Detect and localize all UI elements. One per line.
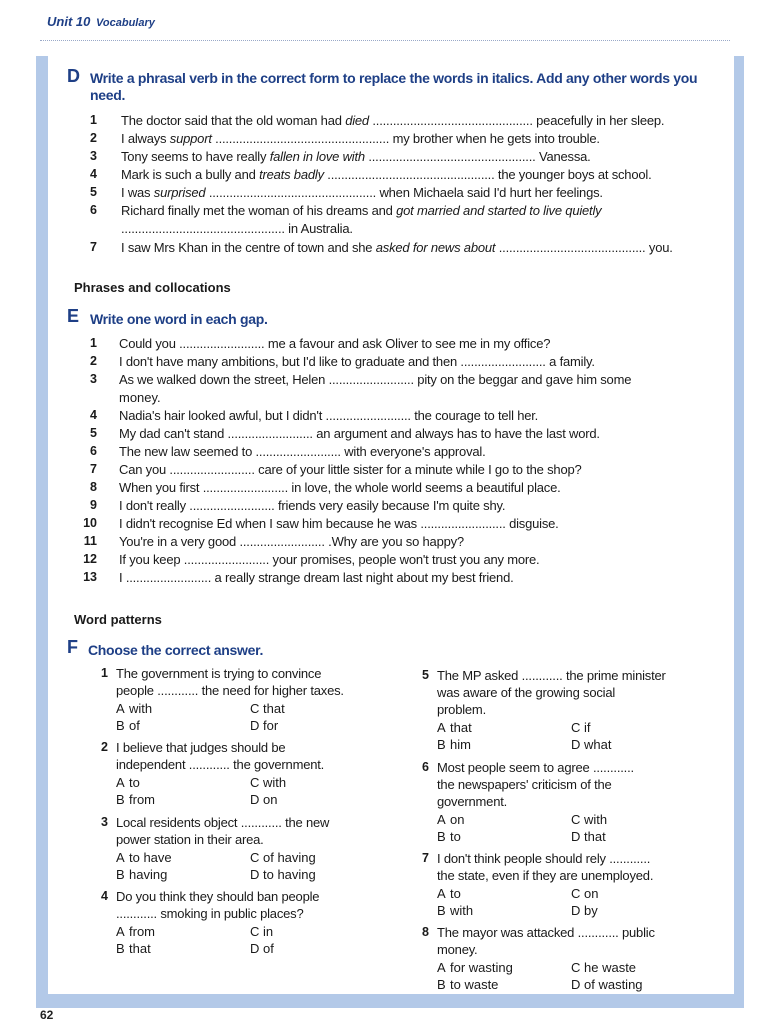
answer-option-d bbox=[571, 903, 598, 918]
option-letter: C bbox=[571, 812, 581, 827]
answer-option-d bbox=[571, 737, 611, 752]
option-text: of bbox=[263, 941, 274, 956]
item-text-end: peacefully in her sleep. bbox=[536, 113, 665, 128]
item-number: 5 bbox=[90, 426, 97, 440]
item-number: 4 bbox=[90, 167, 97, 181]
item-text-end: the younger boys at school. bbox=[497, 167, 652, 182]
item-text-start: I was bbox=[121, 185, 154, 200]
answer-gap: ........................................... bbox=[495, 240, 649, 255]
option-letter: D bbox=[250, 792, 260, 807]
page-number: 62 bbox=[40, 1008, 54, 1022]
option-text: for wasting bbox=[450, 960, 513, 975]
answer-option-b bbox=[437, 977, 498, 992]
answer-option-d bbox=[571, 977, 643, 992]
item-text: I ......................... a really strange dream last night about my best friend. bbox=[119, 570, 514, 585]
option-letter: B bbox=[437, 903, 446, 918]
answer-option-d bbox=[571, 829, 606, 844]
word-patterns-heading: Word patterns bbox=[74, 612, 162, 627]
option-letter: D bbox=[571, 829, 581, 844]
option-text: of wasting bbox=[584, 977, 643, 992]
question-number: 4 bbox=[101, 889, 108, 903]
option-letter: A bbox=[116, 850, 125, 865]
option-text: to waste bbox=[450, 977, 499, 992]
item-number: 5 bbox=[90, 185, 97, 199]
item-text: I didn't recognise Ed when I saw him because he was ......................... disguise. bbox=[119, 516, 559, 531]
option-letter: B bbox=[116, 941, 125, 956]
option-text: to having bbox=[263, 867, 316, 882]
question-text: power station in their area. bbox=[116, 832, 264, 847]
question-text: Do you think they should ban people bbox=[116, 889, 320, 904]
question-text: people ............ the need for higher taxes. bbox=[116, 683, 344, 698]
option-text: from bbox=[129, 792, 155, 807]
item-text bbox=[121, 240, 673, 255]
option-letter: C bbox=[571, 960, 581, 975]
question-text: problem. bbox=[437, 702, 486, 717]
item-text bbox=[121, 149, 591, 164]
section-f-instruction: Choose the correct answer. bbox=[88, 642, 264, 658]
item-italic-phrase: fallen in love with bbox=[269, 149, 365, 164]
question-text: The MP asked ............ the prime minister bbox=[437, 668, 666, 683]
option-text: that bbox=[450, 720, 472, 735]
question-number: 5 bbox=[422, 668, 429, 682]
item-number: 1 bbox=[90, 336, 97, 350]
item-number: 3 bbox=[90, 372, 97, 386]
option-text: by bbox=[584, 903, 598, 918]
item-text bbox=[121, 131, 600, 146]
option-text: what bbox=[584, 737, 612, 752]
item-text: I don't really ......................... friends very easily because I'm quite shy. bbox=[119, 498, 506, 513]
option-text: with bbox=[129, 701, 153, 716]
option-text: him bbox=[450, 737, 471, 752]
option-letter: A bbox=[116, 775, 125, 790]
option-text: from bbox=[129, 924, 155, 939]
question-text: The mayor was attacked ............ public bbox=[437, 925, 655, 940]
answer-option-a bbox=[437, 812, 464, 827]
option-letter: D bbox=[571, 903, 581, 918]
answer-option-b bbox=[116, 941, 151, 956]
item-text: My dad can't stand ......................... an argument and always has to have the last word. bbox=[119, 426, 600, 441]
option-text: with bbox=[584, 812, 608, 827]
item-text: You're in a very good ......................... .Why are you so happy? bbox=[119, 534, 464, 549]
question-text: money. bbox=[437, 942, 478, 957]
item-number: 6 bbox=[90, 444, 97, 458]
option-letter: D bbox=[250, 718, 260, 733]
option-text: for bbox=[263, 718, 279, 733]
item-text: As we walked down the street, Helen ......................... pity on the beggar and gave him some bbox=[119, 372, 632, 387]
answer-option-a bbox=[437, 720, 472, 735]
option-text: if bbox=[584, 720, 591, 735]
unit-title: Vocabulary bbox=[95, 17, 155, 29]
item-number: 10 bbox=[83, 516, 97, 530]
question-text: I believe that judges should be bbox=[116, 740, 286, 755]
phrases-heading: Phrases and collocations bbox=[74, 280, 231, 295]
option-letter: C bbox=[250, 701, 260, 716]
question-number: 2 bbox=[101, 740, 108, 754]
question-text: the newspapers' criticism of the bbox=[437, 777, 612, 792]
option-letter: A bbox=[116, 701, 125, 716]
option-letter: C bbox=[250, 924, 260, 939]
section-e-instruction: Write one word in each gap. bbox=[90, 311, 268, 327]
question-text: The government is trying to convince bbox=[116, 666, 322, 681]
answer-gap: ................................................. bbox=[205, 185, 380, 200]
option-letter: C bbox=[571, 720, 581, 735]
answer-option-d bbox=[250, 792, 277, 807]
item-italic-phrase: died bbox=[345, 113, 369, 128]
option-text: that bbox=[263, 701, 285, 716]
option-text: he waste bbox=[584, 960, 637, 975]
option-letter: A bbox=[437, 720, 446, 735]
item-text bbox=[121, 203, 601, 218]
item-text-end: you. bbox=[648, 240, 673, 255]
item-text: Nadia's hair looked awful, but I didn't ......................... the courage to tell her. bbox=[119, 408, 539, 423]
option-letter: C bbox=[571, 886, 581, 901]
option-letter: B bbox=[116, 718, 125, 733]
option-letter: B bbox=[116, 867, 125, 882]
option-letter: A bbox=[437, 812, 446, 827]
answer-option-b bbox=[437, 737, 471, 752]
question-number: 1 bbox=[101, 666, 108, 680]
answer-option-a bbox=[437, 886, 461, 901]
answer-option-b bbox=[116, 867, 167, 882]
option-letter: D bbox=[250, 941, 260, 956]
item-number: 3 bbox=[90, 149, 97, 163]
option-letter: B bbox=[116, 792, 125, 807]
option-text: on bbox=[450, 812, 465, 827]
unit-label: Unit 10 bbox=[47, 14, 91, 29]
answer-option-a bbox=[116, 701, 152, 716]
option-text: with bbox=[263, 775, 287, 790]
answer-option-c bbox=[571, 960, 636, 975]
header-rule bbox=[40, 40, 730, 41]
option-letter: D bbox=[250, 867, 260, 882]
item-italic-phrase: surprised bbox=[153, 185, 206, 200]
answer-option-c bbox=[250, 775, 286, 790]
question-text: independent ............ the government. bbox=[116, 757, 325, 772]
section-d-instruction-1: Write a phrasal verb in the correct form to replace the words in italics. Add any other words you bbox=[90, 70, 698, 86]
answer-gap: ................................................. bbox=[323, 167, 498, 182]
option-text: of having bbox=[263, 850, 316, 865]
item-number: 2 bbox=[90, 354, 97, 368]
question-text: was aware of the growing social bbox=[437, 685, 616, 700]
item-text-start: The doctor said that the old woman had bbox=[121, 113, 346, 128]
option-letter: D bbox=[571, 977, 581, 992]
item-text-end: Vanessa. bbox=[538, 149, 591, 164]
item-text bbox=[121, 113, 664, 128]
item-number: 4 bbox=[90, 408, 97, 422]
answer-option-d bbox=[250, 941, 274, 956]
item-text-start: Mark is such a bully and bbox=[121, 167, 260, 182]
answer-option-a bbox=[116, 924, 155, 939]
section-d-instruction-2: need. bbox=[90, 87, 126, 103]
option-text: to bbox=[129, 775, 140, 790]
unit-header bbox=[47, 14, 155, 29]
answer-option-b bbox=[437, 829, 461, 844]
item-number: 2 bbox=[90, 131, 97, 145]
item-text-start: Richard finally met the woman of his dreams and bbox=[121, 203, 397, 218]
item-number: 12 bbox=[83, 552, 97, 566]
answer-option-c bbox=[250, 701, 285, 716]
item-text-end: when Michaela said I'd hurt her feelings. bbox=[379, 185, 603, 200]
item-text bbox=[121, 167, 652, 182]
option-text: in bbox=[263, 924, 274, 939]
item-continuation: ................................................ in Australia. bbox=[121, 221, 353, 236]
item-text bbox=[121, 185, 603, 200]
answer-option-a bbox=[437, 960, 513, 975]
item-number: 7 bbox=[90, 240, 97, 254]
answer-option-c bbox=[250, 850, 316, 865]
item-number: 11 bbox=[83, 534, 97, 548]
item-text: When you first ......................... in love, the whole world seems a beautiful place. bbox=[119, 480, 561, 495]
section-e-letter: E bbox=[67, 306, 80, 326]
item-text-start: I always bbox=[121, 131, 170, 146]
answer-option-d bbox=[250, 867, 316, 882]
item-number: 13 bbox=[83, 570, 97, 584]
question-text: the state, even if they are unemployed. bbox=[437, 868, 654, 883]
option-text: that bbox=[584, 829, 606, 844]
option-letter: C bbox=[250, 850, 260, 865]
option-letter: A bbox=[437, 886, 446, 901]
question-number: 3 bbox=[101, 815, 108, 829]
item-number: 7 bbox=[90, 462, 97, 476]
item-italic-phrase: treats badly bbox=[259, 167, 324, 182]
question-text: ............ smoking in public places? bbox=[116, 906, 304, 921]
option-text: with bbox=[450, 903, 474, 918]
answer-gap: ................................................. bbox=[364, 149, 539, 164]
item-continuation: money. bbox=[119, 390, 161, 405]
question-text: government. bbox=[437, 794, 508, 809]
item-text-end: my brother when he gets into trouble. bbox=[392, 131, 600, 146]
item-text: The new law seemed to ......................... with everyone's approval. bbox=[119, 444, 486, 459]
option-text: to have bbox=[129, 850, 172, 865]
option-letter: C bbox=[250, 775, 260, 790]
item-text-start: I saw Mrs Khan in the centre of town and she bbox=[121, 240, 376, 255]
answer-option-c bbox=[571, 812, 607, 827]
item-number: 6 bbox=[90, 203, 97, 217]
question-number: 7 bbox=[422, 851, 429, 865]
answer-option-a bbox=[116, 775, 140, 790]
answer-option-b bbox=[116, 718, 140, 733]
item-text: I don't have many ambitions, but I'd like to graduate and then ......................... a family. bbox=[119, 354, 595, 369]
answer-gap: ................................................... bbox=[211, 131, 393, 146]
option-text: to bbox=[450, 886, 461, 901]
option-text: of bbox=[129, 718, 140, 733]
answer-option-b bbox=[437, 903, 473, 918]
item-text: If you keep ......................... your promises, people won't trust you any more. bbox=[119, 552, 540, 567]
question-number: 8 bbox=[422, 925, 429, 939]
option-text: on bbox=[584, 886, 599, 901]
answer-option-c bbox=[250, 924, 273, 939]
answer-gap: ............................................... bbox=[368, 113, 537, 128]
item-number: 8 bbox=[90, 480, 97, 494]
option-letter: B bbox=[437, 977, 446, 992]
item-text: Could you ......................... me a favour and ask Oliver to see me in my office? bbox=[119, 336, 551, 351]
option-letter: D bbox=[571, 737, 581, 752]
item-number: 1 bbox=[90, 113, 97, 127]
section-f-letter: F bbox=[67, 637, 78, 657]
item-italic-phrase: asked for news about bbox=[375, 240, 496, 255]
item-italic-phrase: support bbox=[169, 131, 212, 146]
answer-option-a bbox=[116, 850, 172, 865]
option-letter: A bbox=[116, 924, 125, 939]
option-letter: B bbox=[437, 829, 446, 844]
section-d-letter: D bbox=[67, 66, 80, 86]
answer-option-c bbox=[571, 720, 591, 735]
answer-option-d bbox=[250, 718, 278, 733]
question-text: Local residents object ............ the new bbox=[116, 815, 330, 830]
option-text: having bbox=[129, 867, 168, 882]
item-italic-phrase: got married and started to live quietly bbox=[396, 203, 602, 218]
item-text: Can you ......................... care of your little sister for a minute while I go to the shop? bbox=[119, 462, 582, 477]
option-text: to bbox=[450, 829, 461, 844]
item-text-start: Tony seems to have really bbox=[121, 149, 270, 164]
answer-option-b bbox=[116, 792, 155, 807]
answer-option-c bbox=[571, 886, 598, 901]
option-letter: A bbox=[437, 960, 446, 975]
question-text: I don't think people should rely ............ bbox=[437, 851, 651, 866]
question-text: Most people seem to agree ............ bbox=[437, 760, 634, 775]
question-number: 6 bbox=[422, 760, 429, 774]
option-text: that bbox=[129, 941, 151, 956]
option-text: on bbox=[263, 792, 278, 807]
option-letter: B bbox=[437, 737, 446, 752]
item-number: 9 bbox=[90, 498, 97, 512]
